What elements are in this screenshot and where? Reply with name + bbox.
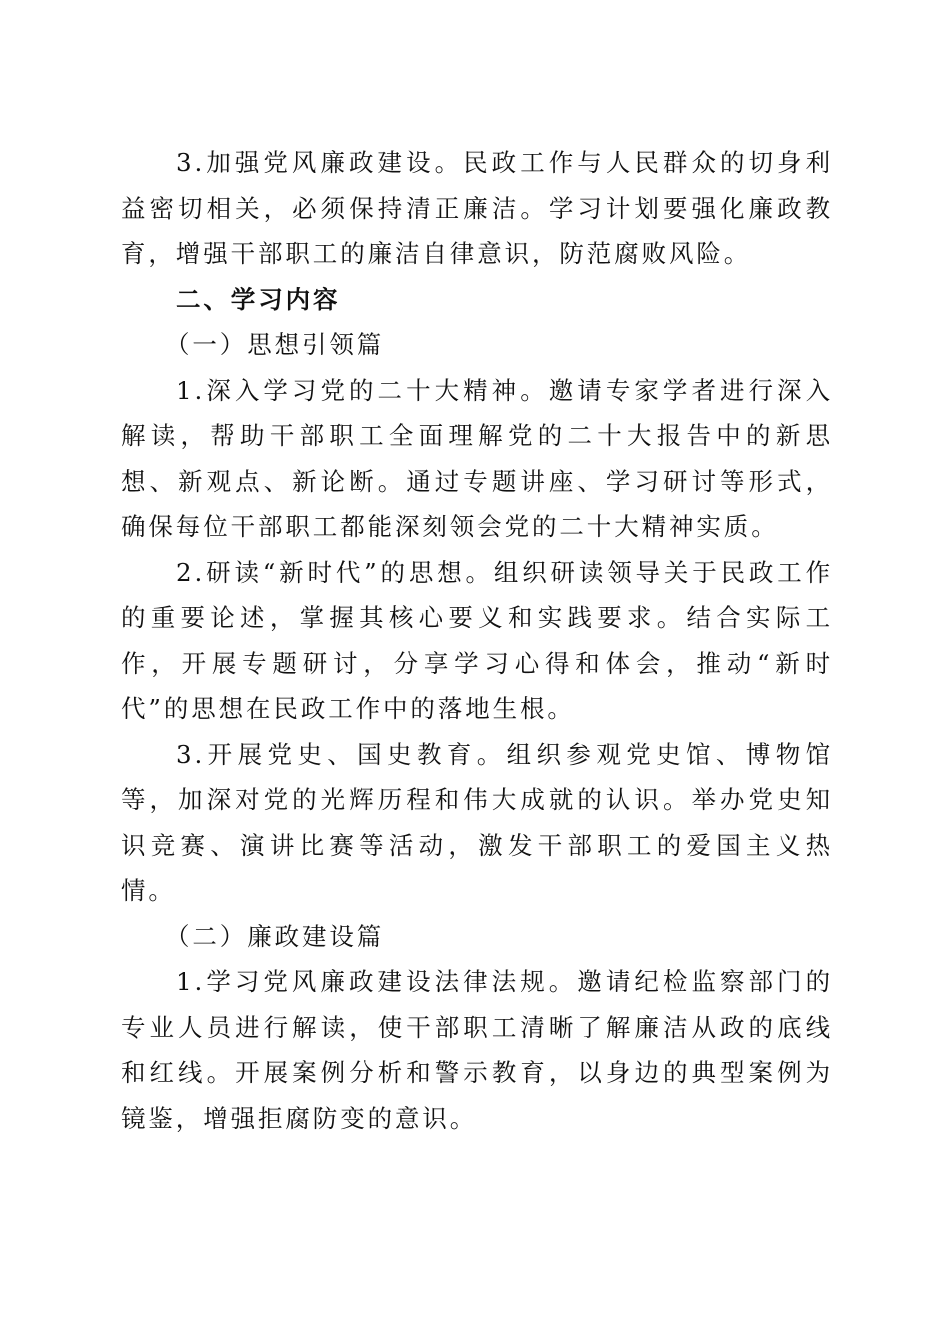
paragraph-party-conduct: 3.加强党风廉政建设。民政工作与人民群众的切身利益密切相关，必须保持清正廉洁。学习计划要强化廉政教育，增强干部职工的廉洁自律意识，防范腐败风险。 bbox=[121, 148, 833, 268]
paragraph-new-era-thought: 2.研读“新时代”的思想。组织研读领导关于民政工作的重要论述，掌握其核心要义和实践要求。结合实际工作，开展专题研讨，分享学习心得和体会，推动“新时代”的思想在民政工作中的落地生根。 bbox=[121, 557, 833, 723]
paragraph-integrity-laws: 1.学习党风廉政建设法律法规。邀请纪检监察部门的专业人员进行解读，使干部职工清晰了解廉洁从政的底线和红线。开展案例分析和警示教育，以身边的典型案例为镜鉴，增强拒腐防变的意识。 bbox=[121, 967, 833, 1133]
document-body bbox=[121, 140, 833, 1141]
section-heading-study-content: 二、学习内容 bbox=[176, 284, 341, 314]
paragraph-twentieth-congress: 1.深入学习党的二十大精神。邀请专家学者进行深入解读，帮助干部职工全面理解党的二十大报告中的新思想、新观点、新论断。通过专题讲座、学习研讨等形式，确保每位干部职工都能深刻领会党的二十大精神实质。 bbox=[121, 375, 833, 541]
subsection-heading-ideology: （一）思想引领篇 bbox=[165, 330, 385, 359]
subsection-heading-integrity: （二）廉政建设篇 bbox=[165, 921, 385, 951]
paragraph-history-education: 3.开展党史、国史教育。组织参观党史馆、博物馆等，加深对党的光辉历程和伟大成就的认识。举办党史知识竞赛、演讲比赛等活动，激发干部职工的爱国主义热情。 bbox=[121, 739, 833, 905]
